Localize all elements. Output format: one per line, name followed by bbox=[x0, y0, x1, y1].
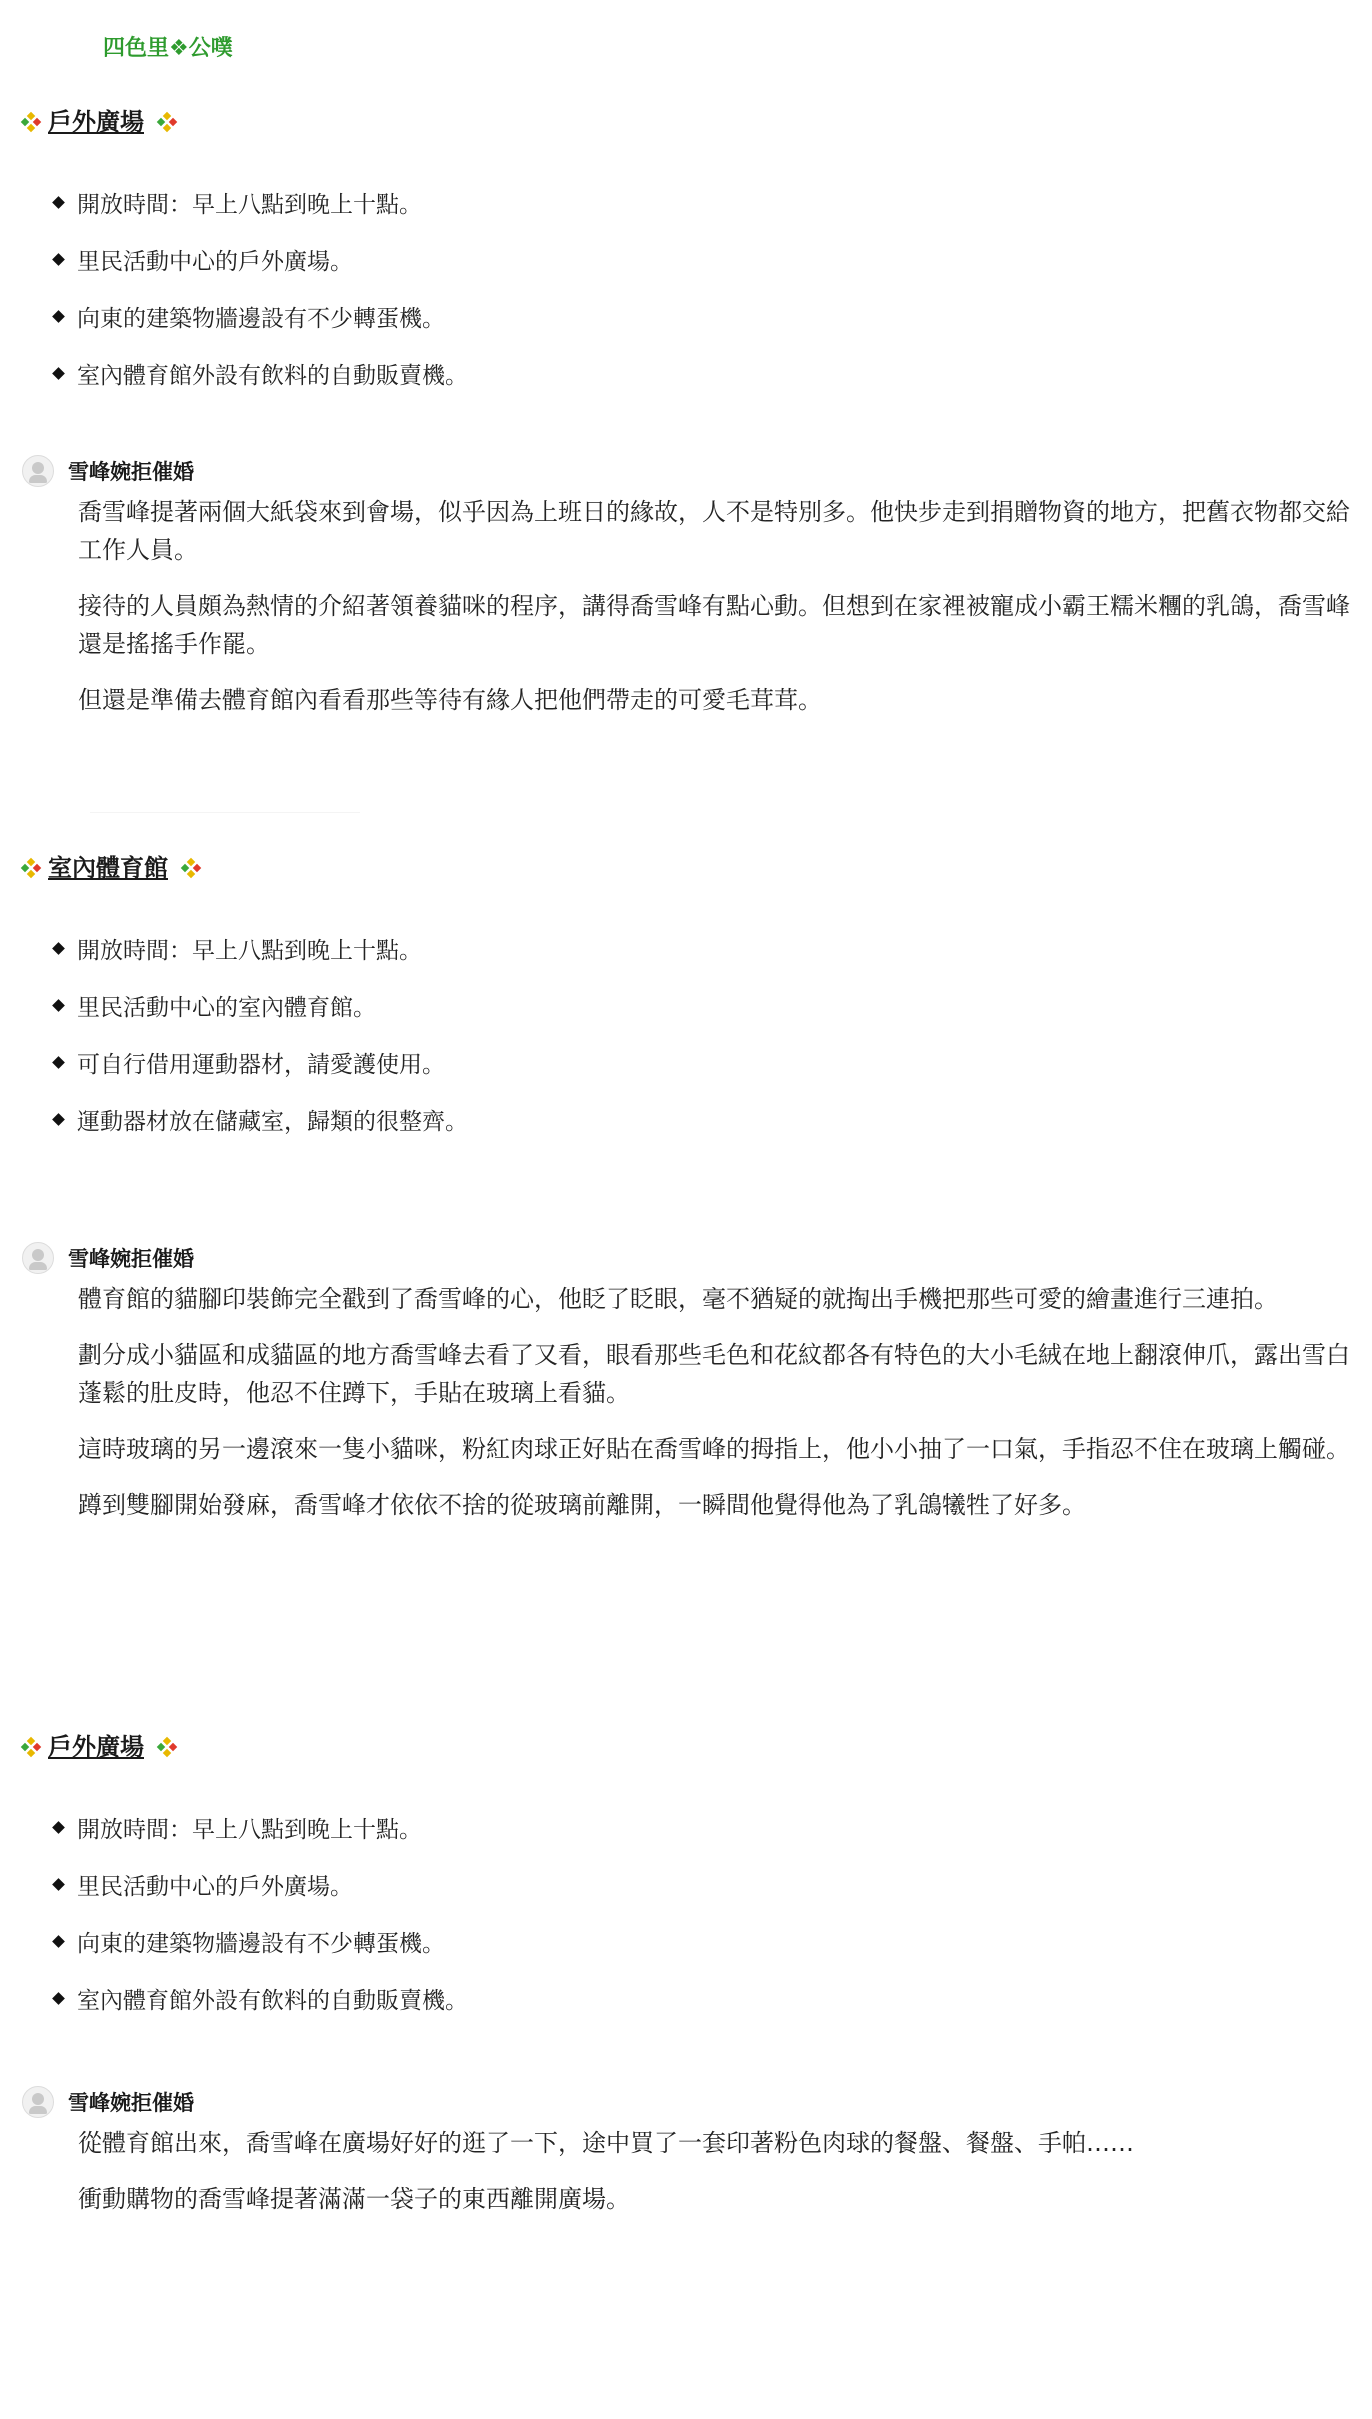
diamond-ornament-icon bbox=[182, 859, 200, 877]
comment-paragraph: 喬雪峰提著兩個大紙袋來到會場，似乎因為上班日的緣故，人不是特別多。他快步走到捐贈物資的地方，把舊衣物都交給工作人員。 bbox=[78, 498, 1350, 564]
info-list bbox=[50, 920, 468, 1148]
bullet-diamond-icon bbox=[52, 310, 65, 323]
list-item bbox=[50, 231, 468, 288]
section-heading bbox=[22, 851, 200, 885]
comment-block bbox=[22, 2084, 1352, 2236]
list-item-text: 室內體育館外設有飲料的自動販賣機。 bbox=[77, 1988, 468, 2014]
list-item bbox=[50, 1799, 468, 1856]
list-item-text: 向東的建築物牆邊設有不少轉蛋機。 bbox=[77, 306, 445, 332]
comment-paragraph: 接待的人員頗為熱情的介紹著領養貓咪的程序，講得喬雪峰有點心動。但想到在家裡被寵成小霸王糯米糰的乳鴿，喬雪峰還是搖搖手作罷。 bbox=[78, 592, 1350, 658]
list-item-text: 可自行借用運動器材，請愛護使用。 bbox=[77, 1052, 445, 1078]
bullet-diamond-icon bbox=[52, 1992, 65, 2005]
list-item bbox=[50, 1034, 468, 1091]
section-heading bbox=[22, 1730, 176, 1764]
comment-author[interactable]: 雪峰婉拒催婚 bbox=[68, 460, 194, 484]
comment-paragraph: 劃分成小貓區和成貓區的地方喬雪峰去看了又看，眼看那些毛色和花紋都各有特色的大小毛絨在地上翻滾伸爪，露出雪白蓬鬆的肚皮時，他忍不住蹲下，手貼在玻璃上看貓。 bbox=[78, 1341, 1350, 1407]
section-title[interactable]: 室內體育館 bbox=[48, 854, 168, 882]
bullet-diamond-icon bbox=[52, 999, 65, 1012]
avatar[interactable] bbox=[22, 1242, 54, 1274]
bullet-diamond-icon bbox=[52, 1821, 65, 1834]
avatar[interactable] bbox=[22, 455, 54, 487]
list-item-text: 里民活動中心的戶外廣場。 bbox=[77, 1874, 353, 1900]
diamond-ornament-icon bbox=[158, 1738, 176, 1756]
list-item bbox=[50, 288, 468, 345]
list-item bbox=[50, 1913, 468, 1970]
comment-block bbox=[22, 453, 1352, 737]
list-item-text: 里民活動中心的戶外廣場。 bbox=[77, 249, 353, 275]
avatar[interactable] bbox=[22, 2086, 54, 2118]
list-item-text: 室內體育館外設有飲料的自動販賣機。 bbox=[77, 363, 468, 389]
comment-header bbox=[22, 2084, 1352, 2120]
list-item-text: 運動器材放在儲藏室，歸類的很整齊。 bbox=[77, 1109, 468, 1135]
diamond-ornament-icon bbox=[22, 859, 40, 877]
list-item bbox=[50, 977, 468, 1034]
bullet-diamond-icon bbox=[52, 196, 65, 209]
bullet-diamond-icon bbox=[52, 1113, 65, 1126]
comment-paragraph: 衝動購物的喬雪峰提著滿滿一袋子的東西離開廣場。 bbox=[78, 2185, 630, 2213]
list-item bbox=[50, 1091, 468, 1148]
list-item-text: 開放時間：早上八點到晚上十點。 bbox=[77, 938, 422, 964]
diamond-ornament-icon bbox=[22, 113, 40, 131]
bullet-diamond-icon bbox=[52, 367, 65, 380]
diamond-ornament-icon bbox=[22, 1738, 40, 1756]
section-heading bbox=[22, 105, 176, 139]
list-item bbox=[50, 1970, 468, 2027]
list-item-text: 向東的建築物牆邊設有不少轉蛋機。 bbox=[77, 1931, 445, 1957]
comment-block bbox=[22, 1240, 1352, 1542]
list-item bbox=[50, 920, 468, 977]
section-title[interactable]: 戶外廣場 bbox=[48, 108, 144, 136]
comment-author[interactable]: 雪峰婉拒催婚 bbox=[68, 1247, 194, 1271]
list-item bbox=[50, 1856, 468, 1913]
list-item bbox=[50, 174, 468, 231]
list-item-text: 里民活動中心的室內體育館。 bbox=[77, 995, 376, 1021]
divider bbox=[90, 812, 360, 813]
diamond-ornament-icon bbox=[158, 113, 176, 131]
comment-header bbox=[22, 1240, 1352, 1276]
comment-paragraph: 從體育館出來，喬雪峰在廣場好好的逛了一下，途中買了一套印著粉色肉球的餐盤、餐盤、手帕…… bbox=[78, 2129, 1134, 2157]
bullet-diamond-icon bbox=[52, 942, 65, 955]
comment-paragraph: 這時玻璃的另一邊滾來一隻小貓咪，粉紅肉球正好貼在喬雪峰的拇指上，他小小抽了一口氣，手指忍不住在玻璃上觸碰。 bbox=[78, 1435, 1350, 1463]
comment-paragraph: 但還是準備去體育館內看看那些等待有緣人把他們帶走的可愛毛茸茸。 bbox=[78, 686, 822, 714]
comment-body bbox=[78, 2124, 1352, 2218]
list-item-text: 開放時間：早上八點到晚上十點。 bbox=[77, 1817, 422, 1843]
bullet-diamond-icon bbox=[52, 1056, 65, 1069]
comment-author[interactable]: 雪峰婉拒催婚 bbox=[68, 2091, 194, 2115]
list-item-text: 開放時間：早上八點到晚上十點。 bbox=[77, 192, 422, 218]
comment-body bbox=[78, 1280, 1352, 1524]
comment-paragraph: 體育館的貓腳印裝飾完全戳到了喬雪峰的心，他眨了眨眼，毫不猶疑的就掏出手機把那些可愛的繪畫進行三連拍。 bbox=[78, 1285, 1278, 1313]
page-title: 四色里❖公噗 bbox=[103, 36, 233, 61]
info-list bbox=[50, 174, 468, 402]
comment-paragraph: 蹲到雙腳開始發麻，喬雪峰才依依不捨的從玻璃前離開，一瞬間他覺得他為了乳鴿犧牲了好多。 bbox=[78, 1491, 1086, 1519]
comment-header bbox=[22, 453, 1352, 489]
info-list bbox=[50, 1799, 468, 2027]
section-title[interactable]: 戶外廣場 bbox=[48, 1733, 144, 1761]
bullet-diamond-icon bbox=[52, 1878, 65, 1891]
comment-body bbox=[78, 493, 1352, 719]
list-item bbox=[50, 345, 468, 402]
bullet-diamond-icon bbox=[52, 253, 65, 266]
bullet-diamond-icon bbox=[52, 1935, 65, 1948]
